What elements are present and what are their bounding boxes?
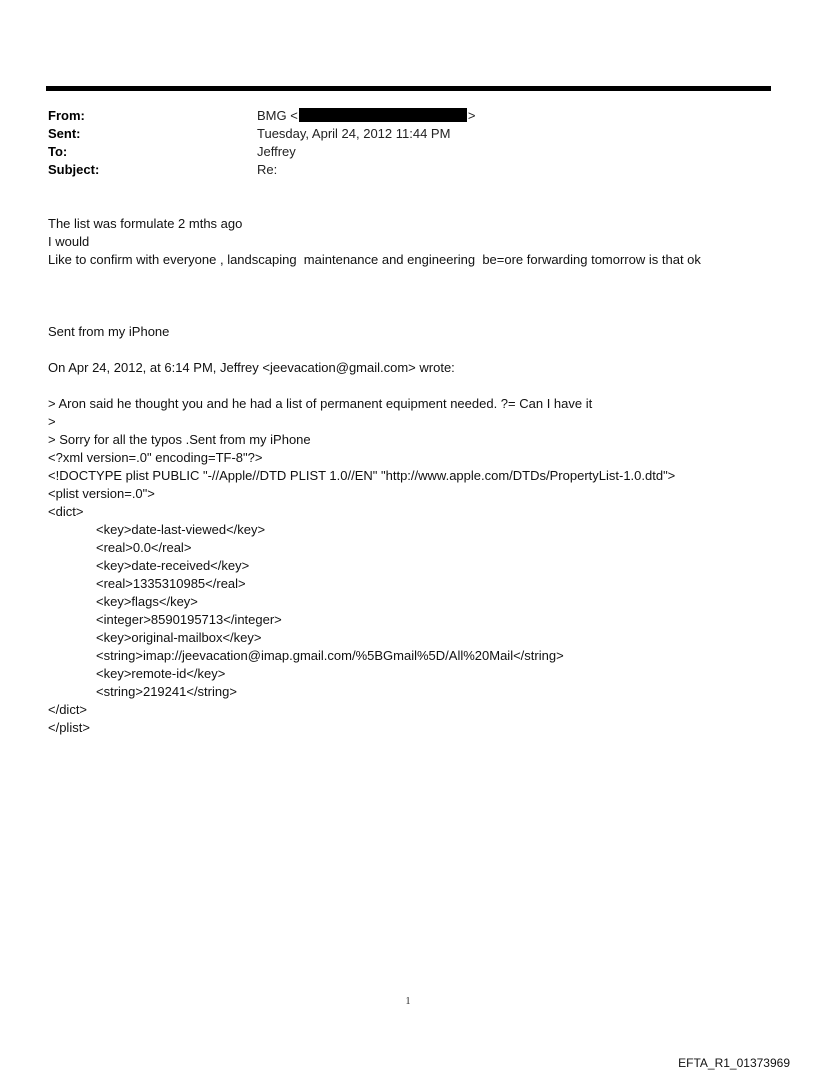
- subject-label: Subject:: [48, 162, 100, 177]
- subject-value: Re:: [257, 162, 278, 177]
- plist-entry: <real>1335310985</real>: [96, 576, 246, 591]
- plist-entry: <key>remote-id</key>: [96, 666, 226, 681]
- email-body: [48, 215, 788, 737]
- plist-entry: <string>219241</string>: [96, 684, 237, 699]
- plist-entry: <key>date-last-viewed</key>: [96, 522, 266, 537]
- signature-line: Sent from my iPhone: [48, 324, 170, 339]
- quoted-line: > Aron said he thought you and he had a list of permanent equipment needed. ?= Can I have it: [48, 396, 593, 411]
- plist-entry: <key>flags</key>: [96, 594, 198, 609]
- plist-line: <plist version=.0">: [48, 486, 155, 501]
- plist-entry: <integer>8590195713</integer>: [96, 612, 282, 627]
- plist-line: <dict>: [48, 504, 84, 519]
- plist-line: </dict>: [48, 702, 88, 717]
- quoted-line: >: [48, 414, 56, 429]
- plist-entry: <string>imap://jeevacation@imap.gmail.com/%5BGmail%5D/All%20Mail</string>: [96, 648, 564, 663]
- from-label: From:: [48, 108, 85, 123]
- redaction-box: [299, 108, 467, 122]
- plist-line: </plist>: [48, 720, 90, 735]
- quote-intro: On Apr 24, 2012, at 6:14 PM, Jeffrey <jeevacation@gmail.com> wrote:: [48, 360, 455, 375]
- header-rule: [46, 86, 771, 91]
- plist-line: <?xml version=.0" encoding=TF-8"?>: [48, 450, 263, 465]
- body-line: I would: [48, 234, 90, 249]
- body-line: The list was formulate 2 mths ago: [48, 216, 243, 231]
- plist-line: <!DOCTYPE plist PUBLIC "-//Apple//DTD PLIST 1.0//EN" "http://www.apple.com/DTDs/PropertyList-1.0.dtd">: [48, 468, 676, 483]
- sent-label: Sent:: [48, 126, 81, 141]
- plist-entry: <key>original-mailbox</key>: [96, 630, 262, 645]
- to-value: Jeffrey: [257, 144, 296, 159]
- sent-value: Tuesday, April 24, 2012 11:44 PM: [257, 126, 451, 141]
- from-prefix: BMG <: [257, 108, 298, 123]
- page-number: 1: [405, 996, 411, 1007]
- quoted-line: > Sorry for all the typos .Sent from my iPhone: [48, 432, 311, 447]
- from-value: [257, 107, 475, 125]
- to-label: To:: [48, 144, 68, 159]
- document-id: EFTA_R1_01373969: [678, 1056, 790, 1070]
- from-suffix: >: [467, 108, 476, 123]
- plist-entry: <key>date-received</key>: [96, 558, 250, 573]
- plist-entry: <real>0.0</real>: [96, 540, 192, 555]
- body-line: Like to confirm with everyone , landscaping maintenance and engineering be=ore forwarding tomorrow is that ok: [48, 252, 701, 267]
